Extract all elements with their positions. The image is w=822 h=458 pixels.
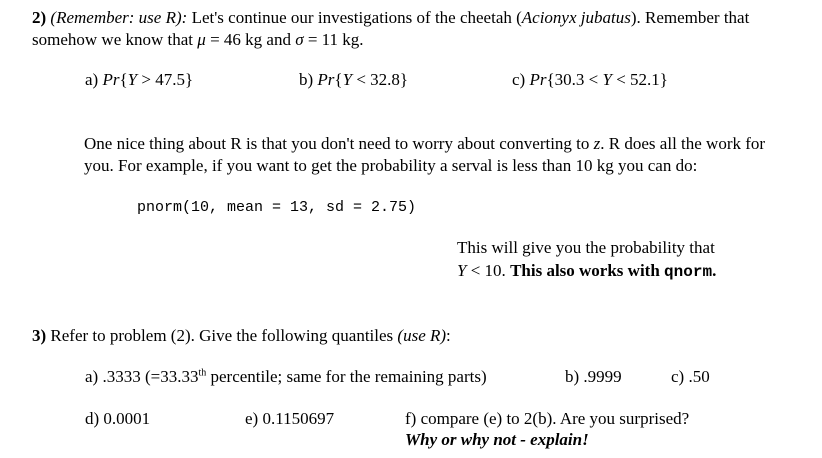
result-bold-text: This also works with bbox=[510, 261, 665, 280]
pr-symbol: Pr bbox=[102, 70, 120, 89]
problem-3-number: 3) bbox=[32, 326, 47, 345]
y-variable: Y bbox=[602, 70, 612, 89]
expr-part: {30.3 < bbox=[546, 70, 603, 89]
note-text: One nice thing about R is that you don't need to worry about converting to bbox=[84, 134, 594, 153]
note-line-2: you. For example, if you want to get the probability a serval is less than 10 kg you can do: bbox=[84, 156, 698, 175]
problem-2-part-b bbox=[299, 70, 408, 90]
problem-3-text: Refer to problem (2). Give the following quantiles bbox=[46, 326, 398, 345]
z-variable: z bbox=[593, 134, 601, 153]
result-period: . bbox=[712, 261, 717, 280]
y-variable: Y bbox=[342, 70, 353, 89]
problem-3-part-a bbox=[85, 367, 487, 387]
problem-2-part-c bbox=[512, 70, 668, 90]
expr-part: { bbox=[119, 70, 128, 89]
note-text: . R does all the work for bbox=[600, 134, 766, 153]
result-text: < 10. bbox=[466, 261, 511, 280]
part-a-text: percentile; same for the remaining parts) bbox=[206, 367, 487, 386]
problem-2-text-a: Let's continue our investigations of the cheetah ( bbox=[187, 8, 522, 27]
expr-part: < 52.1} bbox=[611, 70, 668, 89]
y-variable: Y bbox=[457, 261, 467, 280]
problem-2-line-2-text: somehow we know that bbox=[32, 30, 198, 49]
mu-value: = 46 kg and bbox=[205, 30, 296, 49]
problem-2-number: 2) bbox=[32, 8, 47, 27]
problem-2-line-1 bbox=[32, 8, 749, 28]
problem-3-part-d: d) 0.0001 bbox=[85, 409, 151, 428]
problem-3-part-f-followup: Why or why not - explain! bbox=[405, 430, 589, 449]
sigma-value: = 11 kg. bbox=[303, 30, 364, 49]
pr-symbol: Pr bbox=[529, 70, 547, 89]
problem-2-part-a bbox=[85, 70, 193, 90]
mu-symbol: μ bbox=[197, 30, 206, 49]
expr-part: > 47.5} bbox=[137, 70, 194, 89]
part-label: c) bbox=[512, 70, 530, 89]
r-code-example: pnorm(10, mean = 13, sd = 2.75) bbox=[137, 199, 417, 216]
sigma-symbol: σ bbox=[295, 30, 304, 49]
problem-3-part-c: c) .50 bbox=[671, 367, 710, 386]
problem-2-text-b: ). Remember that bbox=[630, 8, 750, 27]
problem-2-hint: (Remember: use R): bbox=[50, 8, 188, 27]
part-label: b) bbox=[299, 70, 318, 89]
problem-3-colon: : bbox=[446, 326, 451, 345]
problem-3-line-1 bbox=[32, 326, 451, 346]
ordinal-suffix: th bbox=[198, 367, 207, 379]
expr-part: { bbox=[334, 70, 343, 89]
problem-3-part-e: e) 0.1150697 bbox=[245, 409, 335, 428]
result-line-1: This will give you the probability that bbox=[457, 238, 715, 257]
species-name: Acionyx jubatus bbox=[521, 8, 631, 27]
note-line-1 bbox=[84, 134, 765, 154]
expr-part: < 32.8} bbox=[352, 70, 409, 89]
problem-3-part-b: b) .9999 bbox=[565, 367, 622, 386]
part-label: a) bbox=[85, 70, 103, 89]
part-a-text: a) .3333 (=33.33 bbox=[85, 367, 199, 386]
y-variable: Y bbox=[127, 70, 138, 89]
problem-2-line-2 bbox=[32, 30, 364, 50]
qnorm-code: qnorm bbox=[664, 263, 713, 281]
pr-symbol: Pr bbox=[317, 70, 335, 89]
problem-3-hint: (use R) bbox=[397, 326, 447, 345]
result-line-2 bbox=[457, 261, 716, 282]
problem-3-part-f: f) compare (e) to 2(b). Are you surprised? bbox=[405, 409, 690, 428]
